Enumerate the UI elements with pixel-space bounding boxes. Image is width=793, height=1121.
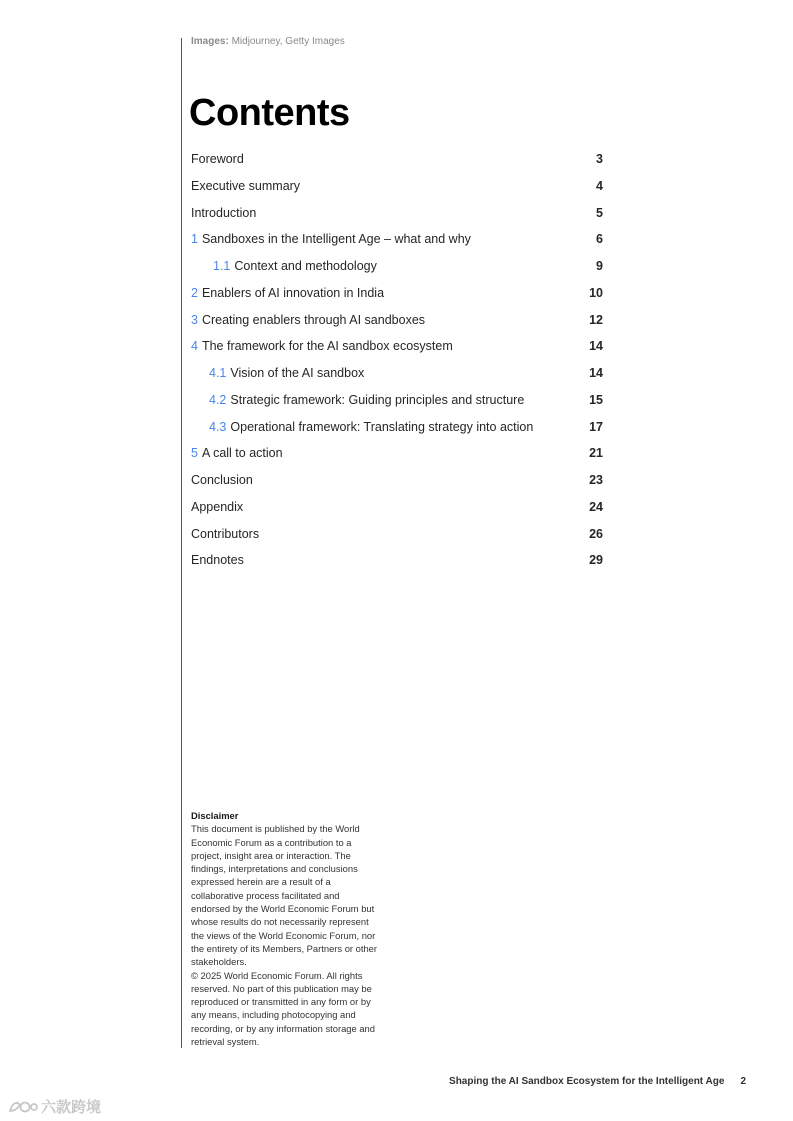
toc-entry[interactable] [191, 313, 603, 340]
toc-page-number: 3 [596, 152, 603, 166]
toc-entry-text [191, 420, 563, 434]
toc-entry-label: Operational framework: Translating strategy into action [230, 419, 534, 434]
toc-entry[interactable] [191, 366, 603, 393]
toc-entry[interactable] [191, 420, 603, 447]
brand-logo-icon [8, 1099, 38, 1115]
toc-entry-label: Creating enablers through AI sandboxes [201, 312, 426, 327]
toc-section-number: 4.1 [209, 366, 227, 380]
toc-entry-text [191, 152, 563, 166]
disclaimer-body: This document is published by the World Economic Forum as a contribution to a project, insight area or interaction. The findings, interpretations and conclusions expressed herein are a result of a collaborative process facilitated and endorsed by the World Economic Forum but whose results do not necessarily represent the views of the World Economic Forum, nor the entirety of its Members, Partners or other stakeholders. [191, 823, 378, 968]
toc-section-number: 3 [191, 312, 198, 327]
toc-entry[interactable] [191, 179, 603, 206]
toc-entry-text [191, 527, 563, 541]
toc-entry-label: A call to action [201, 446, 283, 461]
toc-entry-text [191, 179, 563, 193]
toc-entry[interactable] [191, 500, 603, 527]
toc-entry[interactable] [191, 286, 603, 313]
toc-page-number: 14 [589, 339, 603, 354]
toc-entry-text [191, 393, 563, 407]
toc-entry-label: Strategic framework: Guiding principles and structure [230, 392, 525, 407]
toc-section-number: 4.3 [209, 419, 227, 434]
toc-entry-text [191, 366, 563, 380]
toc-entry-label: Introduction [191, 205, 257, 220]
copyright-notice: © 2025 World Economic Forum. All rights reserved. No part of this publication may be reproduced or transmitted in any form or by any means, including photocopying and recording, or by any information storage and retrieval system. [191, 969, 375, 1048]
toc-page-number: 29 [589, 553, 603, 568]
toc-entry-label: Sandboxes in the Intelligent Age – what and why [201, 232, 471, 247]
toc-page-number: 12 [589, 312, 603, 327]
toc-page-number: 23 [589, 473, 603, 487]
toc-section-number: 1 [191, 232, 198, 247]
toc-entry-label: Context and methodology [234, 259, 377, 273]
toc-entry-text [191, 553, 563, 567]
toc-page-number: 14 [589, 366, 603, 380]
toc-section-number: 2 [191, 285, 198, 300]
toc-entry-label: Endnotes [191, 553, 244, 568]
footer-report-title: Shaping the AI Sandbox Ecosystem for the Intelligent Age [449, 1076, 725, 1087]
toc-entry-label: Enablers of AI innovation in India [201, 285, 385, 300]
toc-section-number: 1.1 [213, 259, 231, 273]
toc-page-number: 24 [589, 499, 603, 514]
toc-page-number: 9 [596, 259, 603, 273]
page-title: Contents [189, 92, 350, 134]
toc-entry-label: Contributors [191, 526, 260, 541]
disclaimer [191, 809, 381, 1048]
toc-entry-label: Foreword [191, 152, 244, 166]
toc-section-number: 4 [191, 339, 198, 354]
toc-entry-label: Appendix [191, 499, 244, 514]
toc-entry[interactable] [191, 206, 603, 233]
toc-entry[interactable] [191, 527, 603, 554]
toc-entry-text [191, 500, 563, 514]
toc-section-number: 5 [191, 446, 198, 461]
toc-page-number: 6 [596, 232, 603, 247]
footer-page-number: 2 [740, 1076, 746, 1087]
toc-entry-label: The framework for the AI sandbox ecosystem [201, 339, 453, 354]
toc-section-number: 4.2 [209, 392, 227, 407]
image-credit-label: Images: [191, 36, 229, 47]
table-of-contents [191, 152, 603, 580]
toc-entry[interactable] [191, 152, 603, 179]
toc-entry-label: Vision of the AI sandbox [230, 366, 365, 380]
toc-entry[interactable] [191, 232, 603, 259]
toc-entry[interactable] [191, 259, 603, 286]
margin-rule [181, 38, 182, 1048]
toc-entry-label: Executive summary [191, 178, 301, 193]
toc-page-number: 5 [596, 205, 603, 220]
toc-page-number: 4 [596, 178, 603, 193]
toc-entry-text [191, 286, 563, 300]
watermark-text: 六款跨境 [41, 1099, 102, 1116]
toc-page-number: 10 [589, 285, 603, 300]
toc-page-number: 26 [589, 526, 603, 541]
toc-page-number: 21 [589, 446, 603, 461]
image-credit [191, 36, 345, 48]
toc-entry[interactable] [191, 393, 603, 420]
image-credit-text: Midjourney, Getty Images [231, 36, 345, 47]
toc-entry[interactable] [191, 446, 603, 473]
toc-page-number: 17 [589, 419, 603, 434]
toc-entry-text [191, 259, 563, 273]
toc-entry[interactable] [191, 473, 603, 500]
toc-entry-text [191, 473, 563, 487]
toc-entry-text [191, 446, 563, 460]
watermark [8, 1096, 101, 1117]
toc-page-number: 15 [589, 392, 603, 407]
toc-entry[interactable] [191, 553, 603, 580]
toc-entry-text [191, 206, 563, 220]
toc-entry[interactable] [191, 339, 603, 366]
toc-entry-text [191, 339, 563, 353]
page-footer [449, 1076, 746, 1088]
disclaimer-title: Disclaimer [191, 810, 239, 821]
toc-entry-label: Conclusion [191, 473, 253, 487]
toc-entry-text [191, 313, 563, 327]
toc-entry-text [191, 232, 563, 246]
